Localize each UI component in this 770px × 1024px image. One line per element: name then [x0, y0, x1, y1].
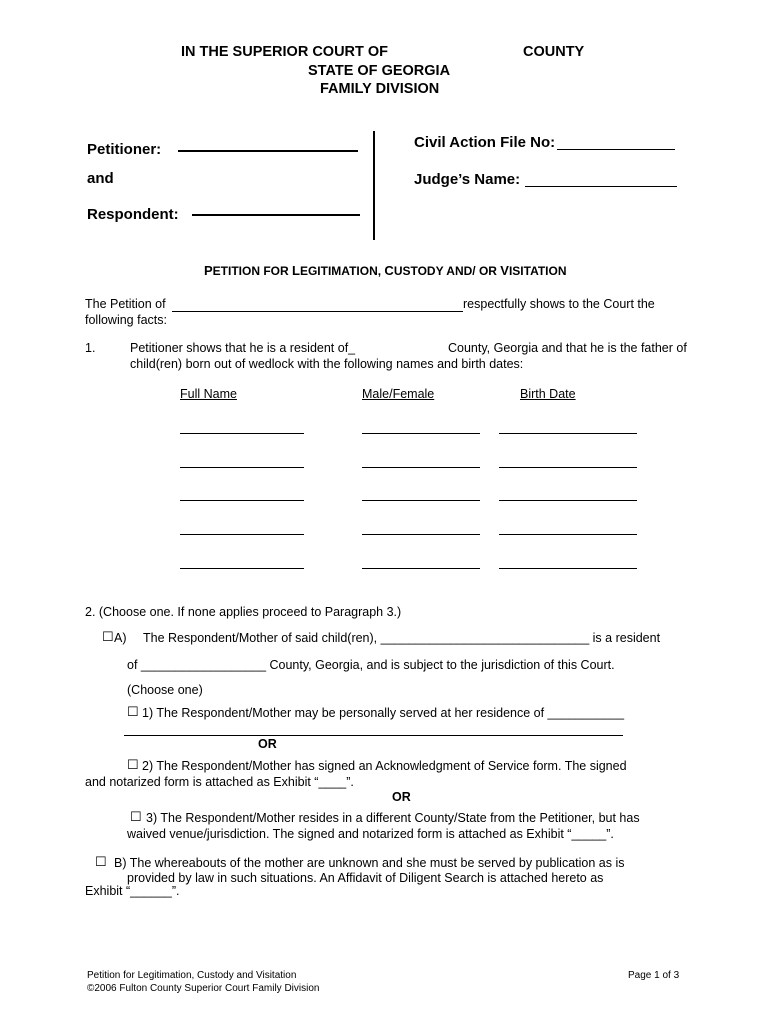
child-birthdate-field[interactable]	[499, 467, 637, 468]
option-1-text: 1) The Respondent/Mother may be personally served at her residence of ___________	[142, 706, 625, 720]
intro-end: respectfully shows to the Court the	[463, 297, 655, 311]
option-a-text: The Respondent/Mother of said child(ren), ______________________________ is a resident	[143, 631, 661, 645]
para1-text-a: Petitioner shows that he is a resident of_	[130, 341, 356, 355]
child-name-field[interactable]	[180, 467, 304, 468]
or-divider-2: OR	[392, 790, 411, 804]
footer-copyright: ©2006 Fulton County Superior Court Family Division	[87, 983, 320, 994]
child-sex-field[interactable]	[362, 568, 480, 569]
option-3-text: 3) The Respondent/Mother resides in a different County/State from the Petitioner, but has	[146, 811, 640, 825]
child-name-field[interactable]	[180, 534, 304, 535]
option-3-line2: waived venue/jurisdiction. The signed and notarized form is attached as Exhibit “_____”.	[127, 827, 614, 841]
child-sex-field[interactable]	[362, 534, 480, 535]
court-heading: IN THE SUPERIOR COURT OF	[181, 44, 389, 60]
header-birth-date: Birth Date	[520, 387, 576, 401]
child-birthdate-field[interactable]	[499, 568, 637, 569]
choose-one-label: (Choose one)	[127, 683, 203, 697]
intro-start: The Petition of	[85, 297, 166, 311]
checkbox-a-icon[interactable]: ☐	[102, 629, 114, 644]
checkbox-b-icon[interactable]: ☐	[95, 854, 107, 869]
option-a-label: A)	[114, 631, 127, 645]
and-label: and	[87, 170, 114, 187]
child-birthdate-field[interactable]	[499, 534, 637, 535]
checkbox-1-icon[interactable]: ☐	[127, 704, 139, 719]
child-birthdate-field[interactable]	[499, 500, 637, 501]
para1-number: 1.	[85, 341, 96, 355]
division-heading: FAMILY DIVISION	[320, 81, 440, 97]
child-birthdate-field[interactable]	[499, 433, 637, 434]
para1-text-b: County, Georgia and that he is the father of	[448, 341, 687, 355]
option-2-line2: and notarized form is attached as Exhibit “____”.	[85, 775, 354, 789]
caption-divider	[373, 131, 375, 240]
judge-name-field[interactable]	[525, 186, 677, 187]
civil-action-field[interactable]	[557, 149, 675, 150]
child-name-field[interactable]	[180, 433, 304, 434]
residence-address-field[interactable]	[124, 735, 623, 736]
respondent-name-field[interactable]	[192, 214, 360, 216]
checkbox-2-icon[interactable]: ☐	[127, 757, 139, 772]
option-b-line3: Exhibit “______”.	[85, 884, 180, 898]
footer-title: Petition for Legitimation, Custody and Visitation	[87, 970, 297, 981]
petitioner-intro-field[interactable]	[172, 311, 463, 312]
page-number: Page 1 of 3	[628, 970, 680, 981]
child-sex-field[interactable]	[362, 433, 480, 434]
option-a-line2: of __________________ County, Georgia, and is subject to the jurisdiction of this Court.	[127, 658, 615, 672]
document-title: PETITION FOR LEGITIMATION, CUSTODY AND/ OR VISITATION	[204, 263, 567, 278]
or-divider-1: OR	[258, 737, 277, 751]
state-heading: STATE OF GEORGIA	[308, 63, 451, 79]
header-male-female: Male/Female	[362, 387, 435, 401]
petitioner-name-field[interactable]	[178, 150, 358, 152]
option-b-text: B) The whereabouts of the mother are unknown and she must be served by publication as is	[114, 856, 625, 870]
intro-line2: following facts:	[85, 313, 167, 327]
option-2-text: 2) The Respondent/Mother has signed an Acknowledgment of Service form. The signed	[142, 759, 627, 773]
petitioner-label: Petitioner:	[87, 141, 162, 158]
para1-line2: child(ren) born out of wedlock with the following names and birth dates:	[130, 357, 524, 371]
judge-name-label: Judge’s Name:	[414, 171, 521, 188]
civil-action-label: Civil Action File No:	[414, 134, 556, 151]
child-sex-field[interactable]	[362, 500, 480, 501]
header-full-name: Full Name	[180, 387, 237, 401]
child-name-field[interactable]	[180, 568, 304, 569]
respondent-label: Respondent:	[87, 206, 179, 223]
para2-intro: 2. (Choose one. If none applies proceed to Paragraph 3.)	[85, 605, 402, 619]
option-b-line2: provided by law in such situations. An Affidavit of Diligent Search is attached hereto as	[127, 871, 604, 885]
checkbox-3-icon[interactable]: ☐	[130, 809, 142, 824]
child-sex-field[interactable]	[362, 467, 480, 468]
child-name-field[interactable]	[180, 500, 304, 501]
county-heading: COUNTY	[523, 44, 585, 60]
